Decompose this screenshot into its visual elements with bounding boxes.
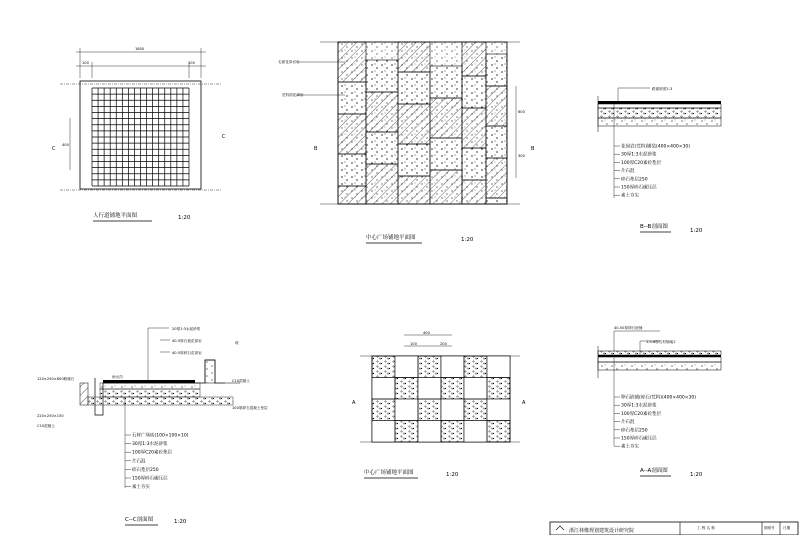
paving-tile [464, 421, 487, 443]
section-mark-b-right: B [531, 146, 535, 152]
section-a-a [598, 325, 721, 478]
note-stone: 1.5-6厚石材铺地2 [646, 340, 676, 344]
plaza-tiles [338, 42, 507, 204]
paving-tile [486, 126, 507, 158]
dim-edge-right: 100 [188, 61, 195, 65]
drawing-scale: 1:20 [461, 237, 474, 243]
paving-tile [338, 82, 366, 114]
callout-granite-1: 毛面花岗岩石 [278, 60, 300, 64]
dim-edge-left: 100 [82, 61, 89, 65]
layer-note: 150厚碎石碾压层 [621, 185, 657, 191]
layer-note: 150厚碎石碾压层 [621, 436, 657, 442]
layer-note: 素土夯实 [621, 193, 639, 199]
section-b-b [598, 86, 721, 234]
drawing-title: 中心广场铺地平面图 [364, 470, 414, 476]
dim-400: 400 [423, 331, 430, 335]
note-stone-1: 40-5厚石板花岗岩 [172, 339, 202, 343]
paving-tile [418, 421, 441, 443]
paving-tile [395, 399, 418, 421]
layer-note: 片石混 [621, 420, 635, 426]
paving-tile [487, 356, 510, 378]
layer-note: 150厚碎石碾压层 [132, 476, 168, 482]
paving-tile [462, 108, 486, 148]
section-mark-b-left: B [314, 146, 318, 152]
paving-tile [398, 42, 430, 72]
date-label: 日期 [783, 526, 791, 530]
layer-note: 碎石垫层250 [621, 177, 648, 183]
paving-tile [366, 132, 398, 164]
dim-300: 300 [518, 154, 525, 158]
note-drain: 雨水沟 [112, 375, 123, 379]
note-bedding: 100厚碎石混凝土垫层 [232, 406, 268, 410]
paving-tile [418, 356, 441, 378]
paving-tile [441, 356, 464, 378]
drawing-no-label: 图纸号 [764, 526, 775, 530]
drawing-scale: 1:20 [446, 472, 459, 478]
drawing-title: A--A剖面图 [640, 468, 668, 474]
paving-tile [487, 378, 510, 400]
drawing-scale: 1:20 [174, 519, 187, 525]
dim-600: 600 [518, 110, 525, 114]
dim-200: 200 [440, 342, 447, 346]
note-slope: 坡 [235, 341, 239, 345]
layer-note: 石材广场砖(100×100×10) [132, 433, 189, 439]
note-c10-right: C10混凝土 [232, 379, 250, 383]
paving-tile [366, 60, 398, 92]
dim-module: 400 [62, 143, 69, 147]
section-c-c [37, 326, 268, 525]
section-mark-c-left: C [52, 146, 56, 152]
layer-note: 片石混 [621, 169, 635, 175]
note-c10-left: C10混凝土 [37, 424, 55, 428]
paving-tile [398, 144, 430, 176]
paving-tile [372, 356, 395, 378]
paving-tile [464, 356, 487, 378]
note-curb-b: 220×250×150 [37, 414, 64, 418]
layer-note: 30厚1:3水泥砂浆 [132, 442, 168, 448]
paving-tile [398, 104, 430, 144]
dim-100: 100 [410, 342, 417, 346]
paving-tile [338, 114, 366, 154]
drawing-scale: 1:20 [690, 228, 703, 234]
section-mark-a-right: A [522, 400, 526, 406]
paving-tile [372, 399, 395, 421]
layer-note: 卵石嵌铺(碎石/荒料)(400×400×30) [621, 395, 696, 401]
layer-note: 100厚C20素砼垫层 [132, 450, 172, 456]
paving-tile [464, 378, 487, 400]
paving-grid [92, 88, 189, 186]
layer-notes [614, 394, 696, 450]
layer-notes [614, 143, 690, 199]
layer-note: 100厚C20素砼垫层 [621, 411, 661, 417]
note-curb-mortar: 20厚1:3水泥砂浆 [172, 327, 201, 331]
paving-tile [395, 356, 418, 378]
layer-note: 片石混 [132, 459, 146, 465]
drawing-title: 中心广场铺地平面图 [366, 235, 416, 241]
paving-tile [430, 138, 462, 170]
layer-notes [125, 432, 189, 491]
paving-tile [430, 66, 462, 98]
center-plaza-plan-large [278, 42, 535, 243]
paving-tile [487, 399, 510, 421]
section-mark-c-right: C [222, 134, 226, 140]
note-slope: 路面坡度2-3 [652, 87, 673, 91]
paving-tile [398, 72, 430, 104]
paving-tile [486, 158, 507, 198]
paving-tile [462, 148, 486, 180]
paving-tile [395, 421, 418, 443]
title-block [550, 522, 798, 535]
layer-note: 30厚1:3水泥砂浆 [621, 152, 657, 158]
drawing-scale: 1:20 [690, 472, 703, 478]
note-pebble: 40-50厚卵石嵌铺 [614, 326, 643, 330]
plaza-tiles [372, 356, 510, 442]
drawing-scale: 1:20 [178, 215, 191, 221]
layer-note: 碎石垫层250 [621, 428, 648, 434]
dim-total: 1800 [135, 47, 145, 51]
layer-note: 100厚C20素砼垫层 [621, 160, 661, 166]
paving-tile [486, 54, 507, 86]
paving-tile [462, 42, 486, 76]
drawing-title: B--B剖面图 [640, 224, 668, 230]
note-stone-2: 40-5厚碎石花岗岩 [172, 351, 202, 355]
paving-tile [372, 421, 395, 443]
layer-note: 30厚1:3水泥砂浆 [621, 403, 657, 409]
paving-tile [441, 378, 464, 400]
project-name-label: 工 程 名 称 [697, 526, 715, 530]
paving-tile [338, 186, 366, 204]
paving-tile [338, 154, 366, 186]
sidewalk-plan [52, 47, 226, 221]
paving-tile [486, 86, 507, 126]
paving-tile [441, 421, 464, 443]
paving-tile [464, 399, 487, 421]
center-plaza-plan-small [352, 331, 526, 478]
layer-note: 素土夯实 [621, 444, 639, 450]
paving-tile [395, 378, 418, 400]
paving-tile [462, 76, 486, 108]
paving-tile [418, 378, 441, 400]
callout-granite-2: 荒料面花岗岩 [282, 93, 304, 97]
drawing-title: C--C剖面图 [125, 517, 154, 523]
paving-tile [398, 176, 430, 204]
paving-tile [366, 164, 398, 204]
paving-tile [487, 421, 510, 443]
layer-note: 花岗岩(荒料)铺装(400×400×30) [621, 144, 690, 150]
paving-tile [430, 98, 462, 138]
paving-tile [366, 92, 398, 132]
paving-tile [430, 170, 462, 204]
paving-tile [462, 180, 486, 204]
org-logo-icon [556, 526, 564, 530]
paving-tile [441, 399, 464, 421]
section-mark-a-left: A [352, 400, 356, 406]
paving-tile [486, 198, 507, 204]
layer-note: 素土夯实 [132, 485, 150, 491]
paving-tile [418, 399, 441, 421]
note-curb-a: 120×250×600路缘石 [37, 377, 75, 381]
paving-tile [372, 378, 395, 400]
drawing-title: 人行道铺地平面图 [93, 213, 138, 219]
layer-note: 碎石垫层250 [132, 467, 159, 473]
org-name: 浙江林橡规划建筑设计研究院 [569, 528, 635, 534]
